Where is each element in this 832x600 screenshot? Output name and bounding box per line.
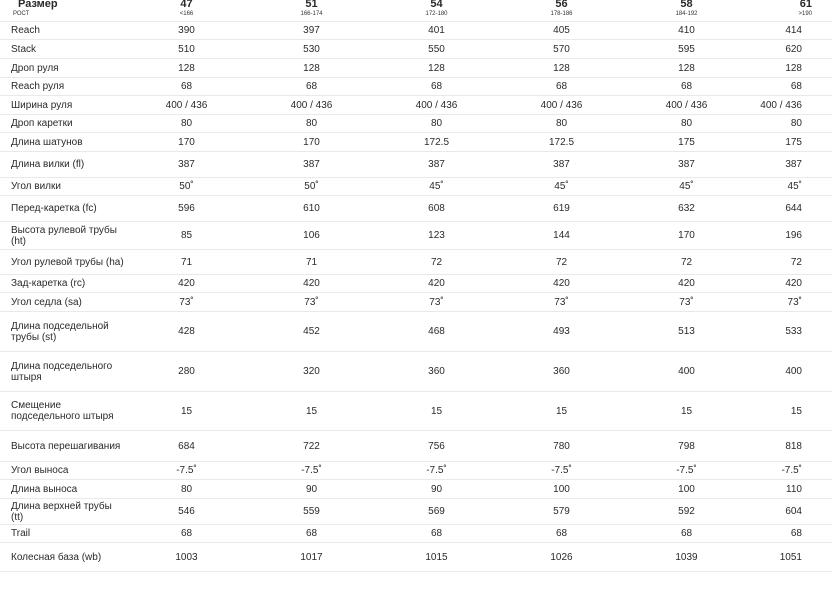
row-value: 72 (624, 250, 749, 275)
size-header-title: Размер (18, 0, 58, 10)
row-value: 546 (124, 499, 249, 525)
height-range: >190 (798, 11, 812, 17)
row-value: 420 (249, 275, 374, 293)
row-value: 818 (749, 431, 832, 462)
row-value: 400 / 436 (499, 96, 624, 115)
geometry-table-body (0, 22, 832, 572)
row-label: Длина шатунов (0, 133, 124, 152)
row-value: 15 (624, 392, 749, 431)
row-value: 175 (624, 133, 749, 152)
row-value: 68 (749, 78, 832, 96)
row-value: 400 / 436 (624, 96, 749, 115)
row-value: 68 (249, 78, 374, 96)
header-row (0, 0, 832, 22)
row-value: 100 (624, 480, 749, 499)
height-range: 178-186 (550, 11, 573, 17)
row-value: 110 (749, 480, 832, 499)
row-value: 68 (749, 525, 832, 543)
row-value: 50˚ (249, 178, 374, 196)
row-value: 610 (249, 196, 374, 222)
row-value: 387 (249, 152, 374, 178)
height-range: 184-192 (675, 11, 698, 17)
row-value: 320 (249, 352, 374, 392)
row-value: 592 (624, 499, 749, 525)
row-value: 170 (249, 133, 374, 152)
row-value: 405 (499, 22, 624, 40)
row-value: 684 (124, 431, 249, 462)
row-value: -7.5˚ (624, 462, 749, 480)
table-row (0, 499, 832, 525)
row-label: Смещение подседельного штыря (0, 392, 124, 431)
row-value: 1051 (749, 543, 832, 572)
row-value: 80 (124, 115, 249, 133)
row-value: 68 (374, 78, 499, 96)
row-value: 400 (624, 352, 749, 392)
row-value: 400 / 436 (249, 96, 374, 115)
row-value: 530 (249, 40, 374, 59)
row-value: 397 (249, 22, 374, 40)
row-label: Зад-каретка (rc) (0, 275, 124, 293)
row-value: 90 (374, 480, 499, 499)
row-label: Reach руля (0, 78, 124, 96)
header-label-cell (0, 0, 124, 22)
row-label: Колесная база (wb) (0, 543, 124, 572)
row-value: 68 (374, 525, 499, 543)
row-value: 401 (374, 22, 499, 40)
row-value: 68 (624, 525, 749, 543)
row-value: 798 (624, 431, 749, 462)
row-value: 68 (249, 525, 374, 543)
row-label: Длина выноса (0, 480, 124, 499)
row-value: 513 (624, 312, 749, 352)
table-row (0, 40, 832, 59)
table-row (0, 480, 832, 499)
row-value: 620 (749, 40, 832, 59)
row-label: Stack (0, 40, 124, 59)
row-value: 68 (499, 525, 624, 543)
row-value: 756 (374, 431, 499, 462)
table-row (0, 250, 832, 275)
row-value: 45˚ (749, 178, 832, 196)
row-value: 428 (124, 312, 249, 352)
row-label: Угол рулевой трубы (ha) (0, 250, 124, 275)
row-value: 128 (624, 59, 749, 78)
row-value: 468 (374, 312, 499, 352)
row-value: 73˚ (499, 293, 624, 312)
row-value: 400 (749, 352, 832, 392)
row-value: 579 (499, 499, 624, 525)
row-value: 80 (624, 115, 749, 133)
row-label: Длина верхней трубы (tt) (0, 499, 124, 525)
height-range: 172-180 (425, 11, 448, 17)
row-value: 387 (499, 152, 624, 178)
row-value: 570 (499, 40, 624, 59)
row-value: 644 (749, 196, 832, 222)
row-label: Угол вилки (0, 178, 124, 196)
row-value: 400 / 436 (374, 96, 499, 115)
table-row (0, 59, 832, 78)
row-value: 73˚ (374, 293, 499, 312)
row-value: 280 (124, 352, 249, 392)
row-value: 85 (124, 222, 249, 250)
row-value: 73˚ (249, 293, 374, 312)
row-value: 172.5 (374, 133, 499, 152)
height-range: <166 (179, 11, 194, 17)
size-value: 58 (680, 0, 693, 10)
row-value: 100 (499, 480, 624, 499)
table-row (0, 22, 832, 40)
row-value: 420 (624, 275, 749, 293)
row-label: Высота рулевой трубы (ht) (0, 222, 124, 250)
table-row (0, 133, 832, 152)
size-value: 56 (555, 0, 568, 10)
row-value: 106 (249, 222, 374, 250)
row-value: 360 (374, 352, 499, 392)
row-value: 632 (624, 196, 749, 222)
row-value: 68 (624, 78, 749, 96)
size-column-header (374, 0, 499, 22)
row-value: 128 (499, 59, 624, 78)
row-value: 80 (249, 115, 374, 133)
row-value: 15 (124, 392, 249, 431)
row-value: 80 (374, 115, 499, 133)
row-value: 1017 (249, 543, 374, 572)
row-value: 72 (749, 250, 832, 275)
row-value: 569 (374, 499, 499, 525)
table-row (0, 96, 832, 115)
row-value: 400 / 436 (749, 96, 832, 115)
row-value: 390 (124, 22, 249, 40)
row-value: -7.5˚ (374, 462, 499, 480)
row-value: 80 (749, 115, 832, 133)
row-value: 559 (249, 499, 374, 525)
row-value: 73˚ (749, 293, 832, 312)
table-row (0, 352, 832, 392)
row-value: 420 (374, 275, 499, 293)
row-value: 410 (624, 22, 749, 40)
row-value: 1015 (374, 543, 499, 572)
row-value: 80 (124, 480, 249, 499)
row-label: Перед-каретка (fc) (0, 196, 124, 222)
row-value: 90 (249, 480, 374, 499)
table-row (0, 78, 832, 96)
size-value: 54 (430, 0, 443, 10)
row-value: 15 (374, 392, 499, 431)
row-value: 128 (249, 59, 374, 78)
row-value: 68 (124, 525, 249, 543)
row-value: 196 (749, 222, 832, 250)
row-value: 50˚ (124, 178, 249, 196)
height-range: 166-174 (300, 11, 323, 17)
row-label: Дроп руля (0, 59, 124, 78)
table-row (0, 392, 832, 431)
row-value: 68 (499, 78, 624, 96)
row-value: 360 (499, 352, 624, 392)
row-label: Длина подседельного штыря (0, 352, 124, 392)
table-row (0, 462, 832, 480)
table-row (0, 196, 832, 222)
row-label: Высота перешагивания (0, 431, 124, 462)
row-value: 45˚ (374, 178, 499, 196)
size-column-header (249, 0, 374, 22)
row-value: 387 (374, 152, 499, 178)
row-label: Длина подседельной трубы (st) (0, 312, 124, 352)
table-row (0, 178, 832, 196)
row-value: 780 (499, 431, 624, 462)
row-label: Угол седла (sa) (0, 293, 124, 312)
row-value: 400 / 436 (124, 96, 249, 115)
row-value: 72 (499, 250, 624, 275)
row-value: 128 (124, 59, 249, 78)
table-row (0, 115, 832, 133)
row-label: Угол выноса (0, 462, 124, 480)
row-value: 15 (749, 392, 832, 431)
size-column-header (499, 0, 624, 22)
row-value: -7.5˚ (749, 462, 832, 480)
size-value: 47 (180, 0, 193, 10)
row-value: 71 (124, 250, 249, 275)
row-value: 596 (124, 196, 249, 222)
row-value: 123 (374, 222, 499, 250)
row-value: 420 (749, 275, 832, 293)
row-value: 387 (124, 152, 249, 178)
row-label: Ширина руля (0, 96, 124, 115)
row-value: 71 (249, 250, 374, 275)
table-row (0, 312, 832, 352)
size-column-header (124, 0, 249, 22)
row-value: 452 (249, 312, 374, 352)
height-header-title: РОСТ (13, 11, 30, 17)
row-label: Длина вилки (fl) (0, 152, 124, 178)
row-value: 45˚ (624, 178, 749, 196)
size-value: 51 (305, 0, 318, 10)
row-value: 128 (374, 59, 499, 78)
size-column-header (624, 0, 749, 22)
row-value: 1003 (124, 543, 249, 572)
row-label: Reach (0, 22, 124, 40)
row-value: -7.5˚ (499, 462, 624, 480)
row-label: Trail (0, 525, 124, 543)
row-value: 550 (374, 40, 499, 59)
row-value: 387 (624, 152, 749, 178)
row-value: 420 (499, 275, 624, 293)
table-row (0, 275, 832, 293)
row-value: 144 (499, 222, 624, 250)
row-label: Дроп каретки (0, 115, 124, 133)
row-value: 493 (499, 312, 624, 352)
row-value: 128 (749, 59, 832, 78)
row-value: 1039 (624, 543, 749, 572)
row-value: 73˚ (624, 293, 749, 312)
row-value: 175 (749, 133, 832, 152)
row-value: 170 (124, 133, 249, 152)
table-row (0, 152, 832, 178)
table-row (0, 431, 832, 462)
row-value: 595 (624, 40, 749, 59)
row-value: 387 (749, 152, 832, 178)
row-value: 619 (499, 196, 624, 222)
row-value: 1026 (499, 543, 624, 572)
row-value: 15 (249, 392, 374, 431)
table-row (0, 222, 832, 250)
size-value: 61 (799, 0, 812, 10)
row-value: 45˚ (499, 178, 624, 196)
row-value: 608 (374, 196, 499, 222)
row-value: -7.5˚ (124, 462, 249, 480)
row-value: 420 (124, 275, 249, 293)
row-value: 68 (124, 78, 249, 96)
row-value: 80 (499, 115, 624, 133)
row-value: 170 (624, 222, 749, 250)
row-value: 604 (749, 499, 832, 525)
table-row (0, 525, 832, 543)
row-value: 73˚ (124, 293, 249, 312)
row-value: 533 (749, 312, 832, 352)
row-value: 172.5 (499, 133, 624, 152)
row-value: 510 (124, 40, 249, 59)
row-value: -7.5˚ (249, 462, 374, 480)
row-value: 722 (249, 431, 374, 462)
table-row (0, 543, 832, 572)
row-value: 414 (749, 22, 832, 40)
row-value: 72 (374, 250, 499, 275)
table-row (0, 293, 832, 312)
size-column-header (749, 0, 832, 22)
row-value: 15 (499, 392, 624, 431)
